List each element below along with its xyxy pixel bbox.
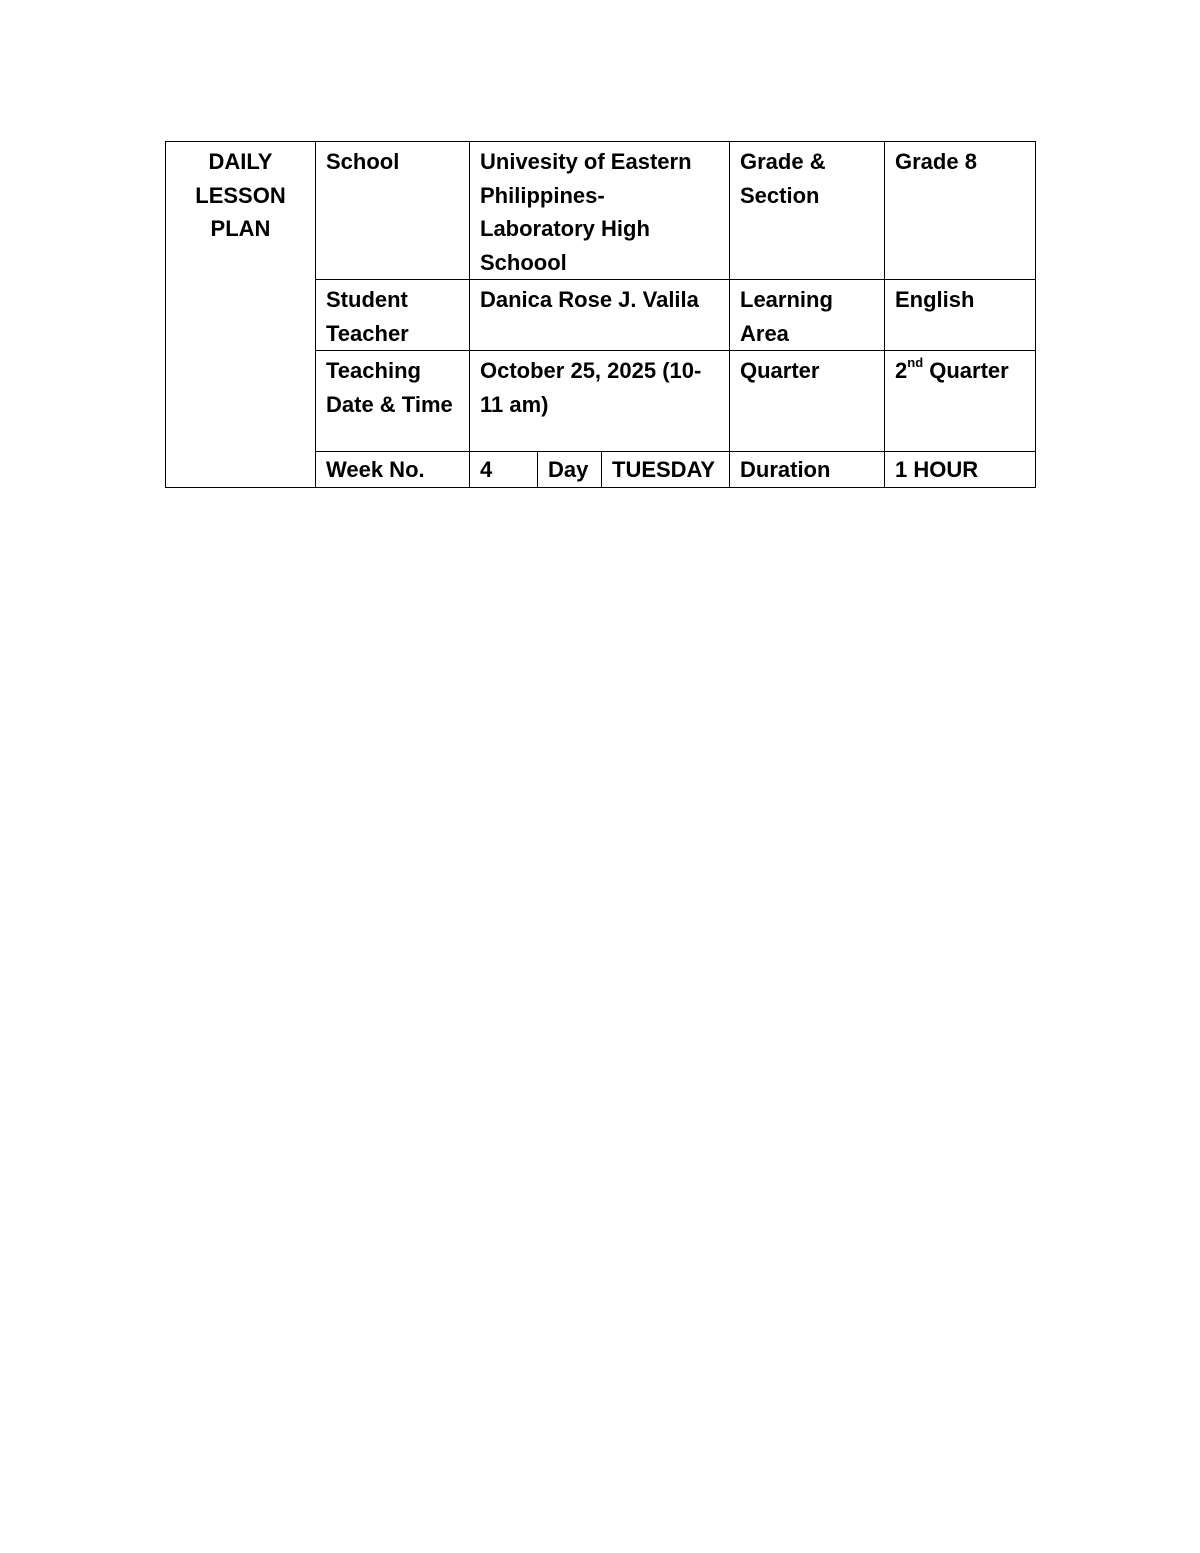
quarter-label: Quarter [730, 351, 885, 452]
grade-section-label: Grade & Section [730, 142, 885, 280]
lesson-plan-header-table [165, 141, 1036, 488]
duration-value: 1 HOUR [885, 452, 1036, 488]
day-label: Day [538, 452, 602, 488]
learning-area-label: Learning Area [730, 280, 885, 351]
title-line: PLAN [210, 216, 271, 241]
title-line: LESSON [195, 182, 286, 208]
quarter-suffix: nd [907, 354, 924, 370]
grade-section-value: Grade 8 [885, 142, 1036, 280]
week-value: 4 [470, 452, 538, 488]
quarter-word: Quarter [923, 358, 1009, 383]
quarter-number: 2 [895, 358, 908, 383]
student-teacher-value: Danica Rose J. Valila [470, 280, 730, 351]
school-label: School [316, 142, 470, 280]
teaching-date-label: Teaching Date & Time [316, 351, 470, 452]
student-teacher-label: Student Teacher [316, 280, 470, 351]
learning-area-value: English [885, 280, 1036, 351]
school-value: Univesity of Eastern Philippines- Laboratory High Schoool [470, 142, 730, 280]
teaching-date-value: October 25, 2025 (10-11 am) [470, 351, 730, 452]
duration-label: Duration [730, 452, 885, 488]
week-label: Week No. [316, 452, 470, 488]
day-value: TUESDAY [602, 452, 730, 488]
table-row [166, 142, 1036, 280]
title-line: DAILY [208, 149, 273, 174]
quarter-value [885, 351, 1036, 452]
daily-lesson-plan-title [166, 142, 316, 488]
